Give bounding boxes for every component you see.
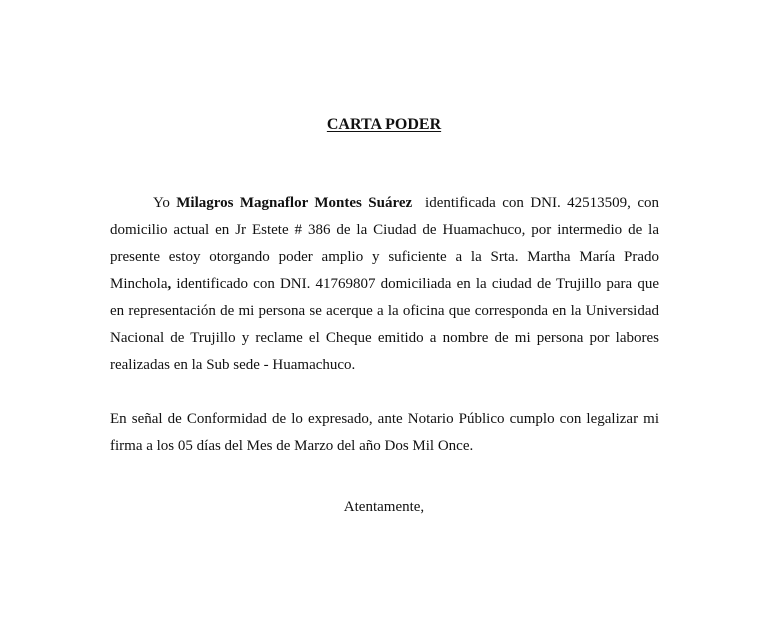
paragraph-grant-of-power [110,190,663,379]
closing-salutation: Atentamente, [343,499,425,515]
paragraph1-text-a: identificada con DNI. 42513509, con domicilio actual en Jr Estete # 386 de la Ciudad de Huamachuco, por intermedio de la presente estoy otorgando poder amplio y suficiente a la Srta. Martha María Prado Minchola [110,195,663,292]
paragraph1-comma: , [167,276,172,292]
paragraph1-prefix: Yo [153,195,177,211]
document-title-text: CARTA PODER [326,116,442,133]
paragraph1-text-b: identificado con DNI. 41769807 domiciliada en la ciudad de Trujillo para que en representación de mi persona se acerque a la oficina que corresponda en la Universidad Nacional de Trujillo y reclame el Cheque emitido a nombre de mi persona por labores realizadas en la Sub sede - Huamachuco. [110,276,659,373]
paragraph-conformity: En señal de Conformidad de lo expresado, ante Notario Público cumplo con legalizar mi firma a los 05 días del Mes de Marzo del año Dos Mil Once. [110,411,659,454]
grantor-name: Milagros Magnaflor Montes Suárez [176,195,413,211]
document-title [0,113,768,137]
